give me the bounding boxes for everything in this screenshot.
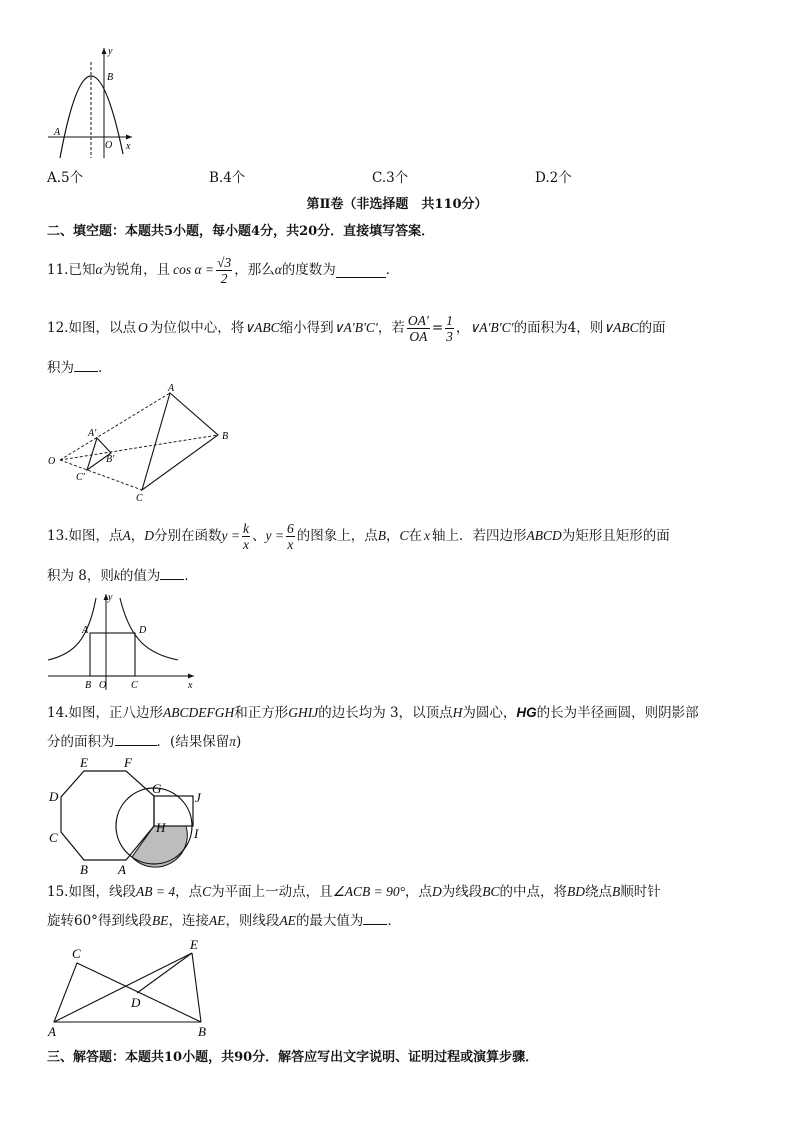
point-b-prime-label: B′ xyxy=(106,454,115,465)
point-c-label: C xyxy=(72,946,81,961)
point-c-label: C xyxy=(136,493,143,504)
section2-header: 二、填空题：本题共5小题，每小题4分，共20分．直接填写答案． xyxy=(47,224,435,239)
point-b-label: B xyxy=(80,862,88,877)
option-c: C.3个 xyxy=(372,170,409,186)
question-13-line2: 积为 8，则k的值为 ． xyxy=(47,565,198,586)
point-b-label: B xyxy=(107,72,114,83)
homothety-figure xyxy=(40,380,240,505)
point-j-label: J xyxy=(195,790,201,805)
question-12-line1: 12.如图，以点 O 为位似中心，将 ∨ABC 缩小得到 ∨A′B′C′ ，若 $\frac{OA'}{OA}$ = $\frac{1}{3}$ ， ∨A′B′C′ 的面积为4，则 ∨ABC 的面 xyxy=(47,312,666,344)
point-a-label: A xyxy=(168,383,175,394)
point-f-label: F xyxy=(124,755,132,770)
point-a-label: A xyxy=(82,625,89,636)
question-12-line2: 积为 ． xyxy=(47,357,112,378)
q14-answer-blank[interactable] xyxy=(115,731,157,746)
option-a: A.5个 xyxy=(47,170,84,186)
question-14-line2: 分的面积为 ．(结果保留π) xyxy=(47,731,241,752)
octagon-figure xyxy=(44,754,214,878)
point-a-label: A xyxy=(48,1024,56,1039)
hyperbola-figure xyxy=(44,588,204,692)
q11-fraction: $\frac{√3}{2}$ xyxy=(217,254,232,286)
point-a-label: A xyxy=(118,862,126,877)
rotation-figure xyxy=(44,936,220,1040)
point-d-label: D xyxy=(49,789,59,804)
question-11: 11.已知 α 为锐角，且 cos α = $\frac{√3}{2}$ ，那么 α 的度数为 ． xyxy=(47,254,400,286)
point-b-label: B xyxy=(198,1024,206,1039)
parabola-figure xyxy=(40,42,140,160)
section3-header: 三、解答题：本题共10小题，共90分．解答应写出文字说明、证明过程或演算步骤． xyxy=(47,1050,539,1065)
point-b-label: B xyxy=(222,431,229,442)
question-14-line1: 14.如图，正八边形ABCDEFGH和正方形GHIJ的边长均为 3，以顶点H为圆心，HG的长为半径画圆，则阴影部 xyxy=(47,705,699,721)
origin-label: O xyxy=(99,680,107,691)
x-axis-label: x xyxy=(126,141,131,152)
question-13-line1: 13.如图，点 A ， D 分别在函数 y = $\frac{k}{x}$ 、 y = $\frac{6}{x}$ 的图象上，点 B ， C 在 x 轴上．若四边形 ABCD 为矩形且矩形的面 xyxy=(47,520,670,552)
option-d: D.2个 xyxy=(535,170,572,186)
point-i-label: I xyxy=(194,826,199,841)
question-15-line1: 15.如图，线段AB = 4，点C为平面上一动点，且∠ACB = 90°，点D为线段BC的中点，将BD绕点B顺时针 xyxy=(47,884,661,900)
point-e-label: E xyxy=(190,937,198,952)
q12-ratio-fraction: $\frac{OA'}{OA}$ xyxy=(407,312,429,344)
question-15-line2: 旋转60°得到线段BE，连接AE，则线段AE的最大值为 ． xyxy=(47,910,401,931)
q13-k-fraction: $\frac{k}{x}$ xyxy=(242,520,249,552)
q12-value-fraction: $\frac{1}{3}$ xyxy=(446,312,453,344)
q13-6-fraction: $\frac{6}{x}$ xyxy=(286,520,294,552)
q11-answer-blank[interactable] xyxy=(336,263,386,278)
point-b-label: B xyxy=(85,680,92,691)
y-axis-label: y xyxy=(108,592,113,603)
point-a-prime-label: A′ xyxy=(88,428,97,439)
y-axis-label: y xyxy=(108,46,113,57)
point-g-label: G xyxy=(152,781,162,796)
q12-answer-blank[interactable] xyxy=(74,357,98,372)
point-c-label: C xyxy=(49,830,58,845)
point-a-label: A xyxy=(54,127,61,138)
point-d-label: D xyxy=(131,995,141,1010)
section2-title: 第Ⅱ卷（非选择题 共110分） xyxy=(306,197,488,212)
point-c-label: C xyxy=(131,680,138,691)
q13-answer-blank[interactable] xyxy=(160,565,184,580)
point-h-label: H xyxy=(156,820,166,835)
point-c-prime-label: C′ xyxy=(76,472,85,483)
option-b: B.4个 xyxy=(209,170,246,186)
point-o-label: O xyxy=(48,456,56,467)
origin-label: O xyxy=(105,140,113,151)
x-axis-label: x xyxy=(188,680,193,691)
point-d-label: D xyxy=(139,625,147,636)
q15-answer-blank[interactable] xyxy=(363,910,387,925)
point-e-label: E xyxy=(80,755,88,770)
